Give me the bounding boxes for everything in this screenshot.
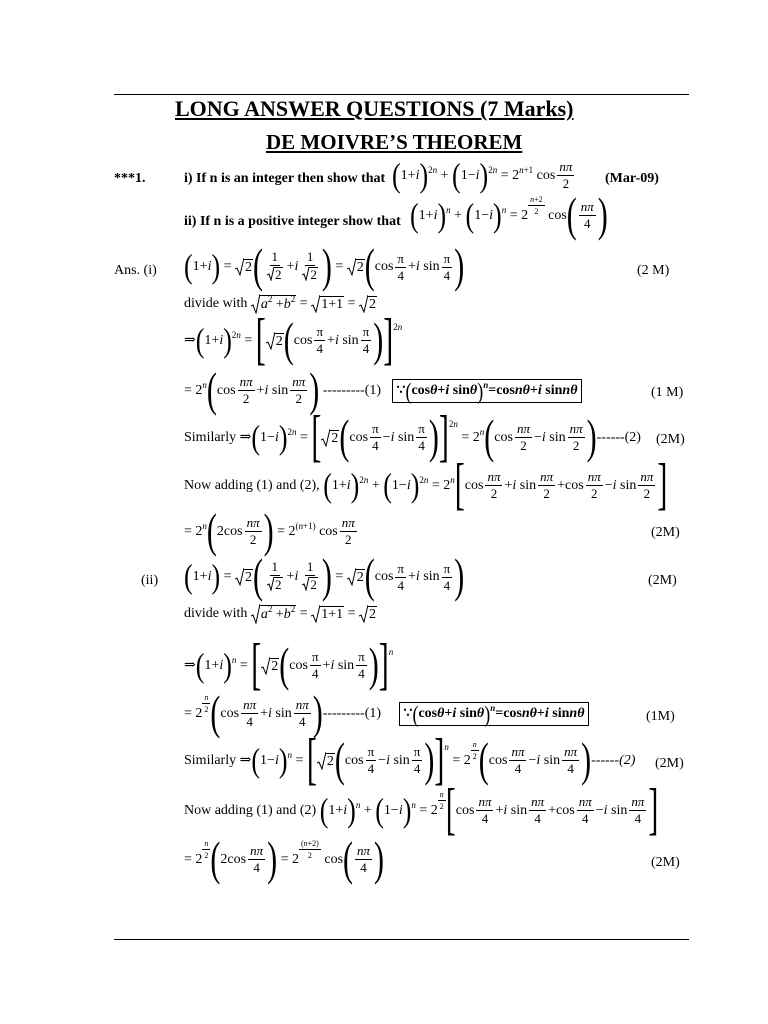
ans-ii-step-2: ⇒ ( 1+ i ) $^n$ = [ 2 ( cos $\frac{\pi}{4}$ + i sin $\frac{\pi}{4}$ ) ] $^n$	[184, 633, 394, 696]
divide-with-2: divide with $a^2 +b^2$ = 1+1 = 2	[184, 604, 377, 622]
ans-i-step-3: = 2 $^n$ ( cos $\frac{n\pi}{2}$ + i sin $\frac{n\pi}{2}$ ) ---------(1) ∵ ( cos θ + i sin θ ) $^n$ =cos nθ + i sin nθ	[184, 375, 582, 406]
similarly-label-2: Similarly	[184, 752, 237, 768]
eq-1-marker: ---------(1)	[322, 382, 382, 398]
answer-part-2-label: (ii)	[141, 573, 159, 588]
marks-2m-4: (2M)	[648, 573, 677, 588]
now-adding-label-2: Now adding (1) and (2)	[184, 802, 317, 818]
top-rule	[114, 94, 689, 95]
divide-with-label-2: divide with	[184, 606, 248, 621]
demoivre-box-1: ∵ ( cos θ + i sin θ ) $^n$ =cos nθ + i sin nθ	[392, 379, 583, 403]
marks-1m-2: (1M)	[646, 709, 675, 724]
question-number: ***1.	[114, 171, 146, 186]
marks-2m-5: (2M)	[655, 756, 684, 771]
ans-i-adding: Now adding (1) and (2), ( 1+ i ) $^{2 n}$ + ( 1− i ) $^{2 n}$ = 2 $^n$ [ cos $\frac{n\pi}{2}$ + i sin $\frac{n\pi}{2}$ +cos $\frac{n\pi}{2}$ − i sin $\frac{n\pi}{2}$ ]	[184, 453, 668, 516]
divide-with-1: divide with $a^2 +b^2$ = 1+1 = 2	[184, 294, 377, 312]
answer-label: Ans. (i)	[114, 263, 157, 278]
marks-2m-6: (2M)	[651, 855, 680, 870]
ans-i-step-1: ( 1+ i ) = 2 ( $\frac{1}{2}$ + i $\frac{1}{2}$ ) = 2 ( cos $\frac{\pi}{4}$ + i sin $\frac{\pi}{4}$ )	[184, 239, 465, 293]
ans-ii-result: = 2 $^{\frac{n}{2}}$ ( 2cos $\frac{n\pi}{4}$ ) = 2 $^{\frac{(n+2)}{2}}$ cos ( $\frac{n\pi}{4}$ )	[184, 832, 385, 886]
question-part-1: i) If n is an integer then show that	[184, 171, 386, 186]
ans-ii-step-1: ( 1+ i ) = 2 ( $\frac{1}{2}$ + i $\frac{1}{2}$ ) = 2 ( cos $\frac{\pi}{4}$ + i sin $\frac{\pi}{4}$ )	[184, 549, 465, 603]
ans-ii-similarly: Similarly ⇒ ( 1− i ) $^n$ = [ 2 ( cos $\frac{\pi}{4}$ − i sin $\frac{\pi}{4}$ ) ] $^n$ = 2 $^{\frac{n}{2}}$ ( cos $\frac{n\pi}{4}$ − i sin $\frac{n\pi}{4}$ ) ------(2)	[184, 728, 636, 791]
ans-i-step-2: ⇒ ( 1+ i ) $^{2 n}$ = [ 2 ( cos $\frac{\pi}{4}$ + i sin $\frac{\pi}{4}$ ) ] $^{2 n}$	[184, 308, 403, 371]
question-reference: (Mar-09)	[605, 171, 659, 186]
marks-2m-2: (2M)	[656, 432, 685, 447]
ans-ii-step-3: = 2 $^{\frac{n}{2}}$ ( cos $\frac{n\pi}{4}$ + i sin $\frac{n\pi}{4}$ ) ---------(1) ∵ ( cos θ + i sin θ ) $^n$ =cos nθ + i sin nθ	[184, 698, 589, 729]
ans-ii-adding: Now adding (1) and (2) ( 1+ i ) $^n$ + ( 1− i ) $^n$ = 2 $^{\frac{n}{2}}$ [ cos $\frac{n\pi}{4}$ + i sin $\frac{n\pi}{4}$ +cos $\frac{n\pi}{4}$ − i sin $\frac{n\pi}{4}$ ]	[184, 778, 659, 841]
demoivre-box-2: ∵ ( cos θ + i sin θ ) $^n$ =cos nθ + i sin nθ	[399, 702, 590, 726]
question-part-1-equation: ( 1+ i ) $^{2 n}$ + ( 1− i ) $^{2 n}$ = 2 $^{n +1}$ cos $\frac{n\pi}{2}$	[392, 156, 573, 194]
similarly-label-1: Similarly	[184, 429, 237, 445]
eq-1-marker-2: ---------(1)	[322, 705, 382, 721]
page-title: LONG ANSWER QUESTIONS (7 Marks)	[175, 96, 574, 121]
bottom-rule	[114, 939, 689, 940]
ans-i-result: = 2 $^n$ ( 2cos $\frac{n\pi}{2}$ ) = 2 $^{( n +1)}$ cos $\frac{n\pi}{2}$	[184, 504, 355, 558]
eq-2-marker: ------(2)	[596, 429, 641, 445]
question-part-2: ii) If n is a positive integer show that	[184, 214, 401, 229]
marks-2m-3: (2M)	[651, 525, 680, 540]
question-part-2-equation: ( 1+ i ) $^n$ + ( 1− i ) $^n$ = 2 $^{\frac{n+2}{2}}$ cos ( $\frac{n\pi}{4}$ )	[410, 188, 608, 242]
divide-with-label: divide with	[184, 296, 248, 311]
section-title: DE MOIVRE’S THEOREM	[266, 130, 523, 154]
now-adding-label-1: Now adding (1) and (2),	[184, 477, 320, 493]
marks-1m-1: (1 M)	[651, 385, 684, 400]
marks-2m-1: (2 M)	[637, 263, 670, 278]
eq-2-marker-2: ------(2)	[591, 752, 636, 768]
ans-i-similarly: Similarly ⇒ ( 1− i ) $^{2 n}$ = [ 2 ( cos $\frac{\pi}{4}$ − i sin $\frac{\pi}{4}$ ) ] $^{2 n}$ = 2 $^n$ ( cos $\frac{n\pi}{2}$ − i sin $\frac{n\pi}{2}$ ) ------(2)	[184, 405, 641, 468]
